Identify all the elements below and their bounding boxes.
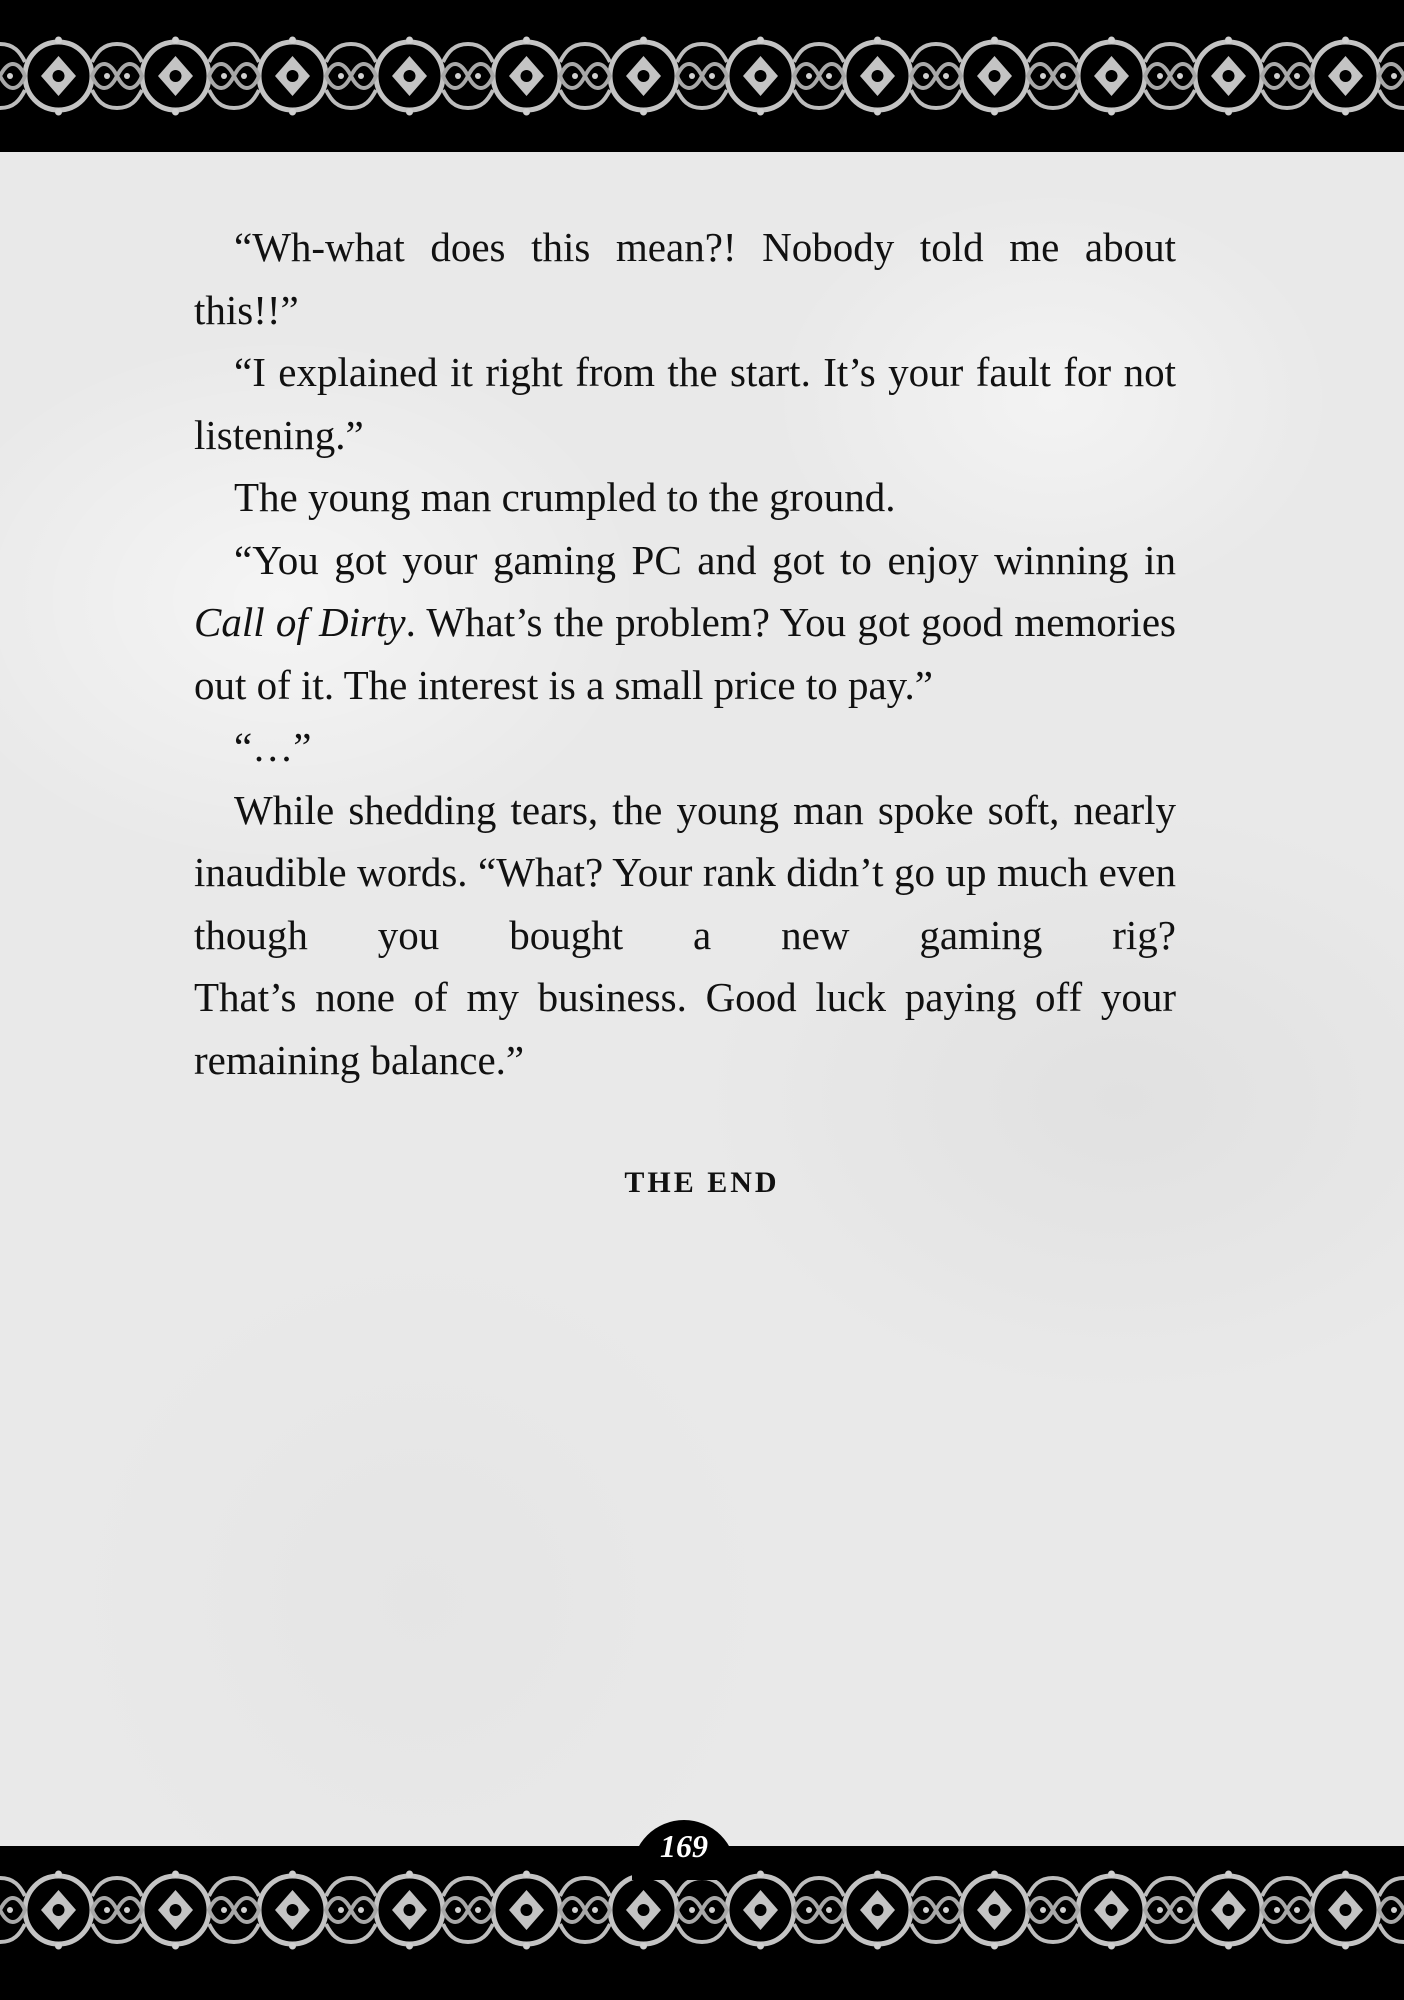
paragraph: “Wh-what does this mean?! Nobody told me about this!!” [194,224,1176,333]
paragraph: While shedding tears, the young man spoke soft, nearly inaudible words. “What? Your rank didn’t go up much even though you bought a new gaming rig? [194,786,1176,958]
ornamental-border-bottom-icon [0,1870,1404,1950]
paragraph: “I explained it right from the start. It’s your fault for not listening.” [194,349,1176,458]
paragraph: That’s none of my business. Good luck paying off your remaining balance.” [194,974,1176,1083]
paragraph-text: “You got your gaming PC and got to enjoy winning in [234,536,1176,583]
body-text [194,216,1176,1091]
top-ornamental-band [0,0,1404,152]
game-title: Call of Dirty [194,599,406,645]
ornamental-border-top-icon [0,36,1404,116]
paragraph: “…” [234,724,312,770]
paragraph [194,529,1176,717]
the-end-heading: THE END [624,1166,780,1199]
page-number: 169 [660,1828,708,1864]
paragraph-text: . What’s the problem? You got good memories out of it. The interest is a small price to pay.” [194,599,1176,708]
page-number-tab [632,1820,736,1880]
paragraph: The young man crumpled to the ground. [234,474,896,520]
